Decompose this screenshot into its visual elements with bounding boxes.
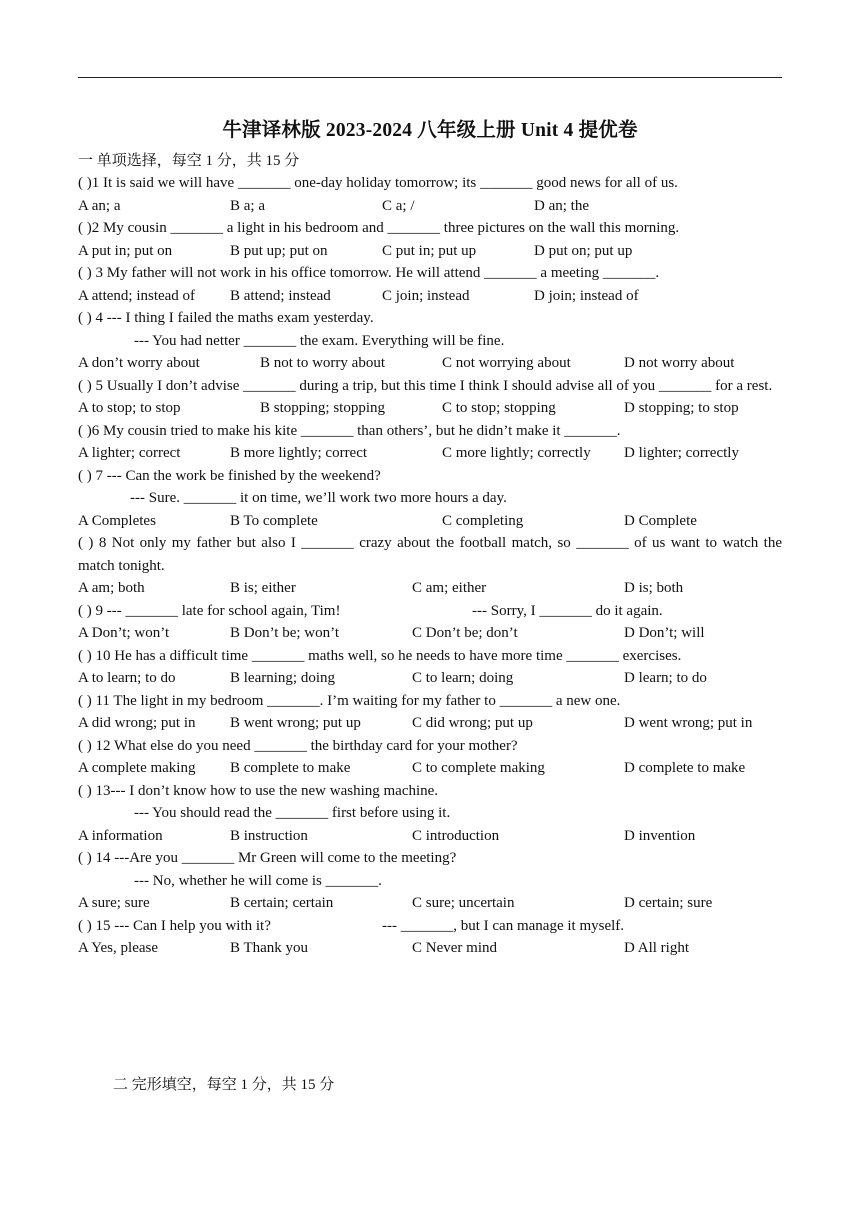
- question-13-reply: --- You should read the _______ first before using it.: [134, 805, 451, 821]
- option-b: B went wrong; put up: [230, 715, 361, 731]
- question-7-reply: --- Sure. _______ it on time, we’ll work two more hours a day.: [130, 490, 507, 506]
- option-a: A to stop; to stop: [78, 400, 181, 416]
- option-d: D complete to make: [624, 760, 746, 776]
- question-9-prompt: ( ) 9 --- _______ late for school again, Tim!: [78, 602, 341, 619]
- question-4-options: [78, 352, 782, 375]
- question-1-options: [78, 195, 782, 218]
- option-b: B not to worry about: [260, 355, 385, 371]
- question-3-options: [78, 285, 782, 308]
- option-b: B complete to make: [230, 760, 351, 776]
- option-b: B a; a: [230, 197, 265, 214]
- question-4-reply: --- You had netter _______ the exam. Everything will be fine.: [134, 332, 505, 349]
- option-c: C am; either: [412, 580, 487, 596]
- option-d: D Don’t; will: [624, 625, 705, 641]
- option-a: A don’t worry about: [78, 355, 200, 371]
- option-b: B certain; certain: [230, 895, 334, 911]
- question-10: ( ) 10 He has a difficult time _______ maths well, so he needs to have more time _______ exercises.: [78, 647, 682, 664]
- option-a: A Don’t; won’t: [78, 625, 170, 641]
- option-a: A Completes: [78, 512, 156, 529]
- question-6-options: [78, 442, 782, 465]
- question-15-prompt: ( ) 15 --- Can I help you with it?: [78, 917, 271, 934]
- question-10-options: [78, 667, 782, 690]
- option-c: C join; instead: [382, 287, 470, 304]
- option-b: B more lightly; correct: [230, 445, 368, 461]
- question-5-options: [78, 397, 782, 420]
- option-a: A sure; sure: [78, 895, 150, 911]
- question-12-options: [78, 757, 782, 780]
- option-c: C to learn; doing: [412, 670, 514, 686]
- option-a: A an; a: [78, 197, 121, 214]
- option-a: A am; both: [78, 580, 145, 596]
- question-9: [78, 600, 782, 623]
- option-c: C to complete making: [412, 760, 545, 776]
- option-b: B Thank you: [230, 940, 309, 956]
- option-b: B To complete: [230, 512, 318, 529]
- question-13: ( ) 13--- I don’t know how to use the new washing machine.: [78, 782, 439, 799]
- option-c: C did wrong; put up: [412, 715, 533, 731]
- question-8: ( ) 8 Not only my father but also I _______ crazy about the football match, so _______ of us want to watch the match tonight.: [78, 535, 782, 574]
- option-c: C a; /: [382, 197, 415, 214]
- option-d: D certain; sure: [624, 895, 713, 911]
- option-c: C Don’t be; don’t: [412, 625, 518, 641]
- option-d: D learn; to do: [624, 670, 707, 686]
- option-d: D invention: [624, 827, 696, 844]
- question-8-options: [78, 577, 782, 600]
- question-2-options: [78, 240, 782, 263]
- option-d: D went wrong; put in: [624, 715, 753, 731]
- question-13-options: [78, 825, 782, 848]
- option-d: D lighter; correctly: [624, 445, 739, 461]
- question-14: ( ) 14 ---Are you _______ Mr Green will come to the meeting?: [78, 850, 457, 866]
- option-c: C completing: [442, 512, 524, 529]
- option-c: C introduction: [412, 827, 500, 844]
- option-c: C Never mind: [412, 940, 497, 956]
- option-b: B Don’t be; won’t: [230, 625, 340, 641]
- page-title: 牛津译林版 2023-2024 八年级上册 Unit 4 提优卷: [222, 120, 638, 141]
- question-1: ( )1 It is said we will have _______ one-day holiday tomorrow; its _______ good news for all of us.: [78, 175, 678, 191]
- question-5: ( ) 5 Usually I don’t advise _______ during a trip, but this time I think I should advise all of you _______ for a rest.: [78, 377, 773, 394]
- question-12: ( ) 12 What else do you need _______ the birthday card for your mother?: [78, 737, 518, 754]
- option-d: D All right: [624, 940, 690, 956]
- option-b: B stopping; stopping: [260, 400, 386, 416]
- option-a: A to learn; to do: [78, 670, 176, 686]
- section-heading-cloze: 二 完形填空，每空 1 分，共 15 分: [113, 1077, 335, 1093]
- option-d: D is; both: [624, 580, 684, 596]
- question-15: [78, 915, 782, 938]
- question-11-options: [78, 712, 782, 735]
- question-3: ( ) 3 My father will not work in his office tomorrow. He will attend _______ a meeting _______.: [78, 265, 660, 281]
- question-7: ( ) 7 --- Can the work be finished by the weekend?: [78, 467, 381, 484]
- question-7-options: [78, 510, 782, 533]
- question-2: ( )2 My cousin _______ a light in his bedroom and _______ three pictures on the wall this morning.: [78, 220, 680, 236]
- question-15-reply: --- _______, but I can manage it myself.: [382, 917, 625, 934]
- option-c: C not worrying about: [442, 355, 571, 371]
- option-d: D an; the: [534, 197, 589, 214]
- option-b: B is; either: [230, 580, 296, 596]
- option-a: A lighter; correct: [78, 445, 181, 461]
- option-d: D join; instead of: [534, 287, 639, 304]
- option-b: B put up; put on: [230, 242, 328, 259]
- option-a: A Yes, please: [78, 940, 159, 956]
- option-c: C sure; uncertain: [412, 895, 515, 911]
- question-15-options: [78, 937, 782, 960]
- option-b: B attend; instead: [230, 287, 331, 304]
- option-a: A put in; put on: [78, 242, 173, 259]
- question-4: ( ) 4 --- I thing I failed the maths exam yesterday.: [78, 310, 374, 326]
- option-a: A attend; instead of: [78, 287, 196, 304]
- option-d: D stopping; to stop: [624, 400, 739, 416]
- header-rule: [78, 77, 782, 78]
- question-14-options: [78, 892, 782, 915]
- question-14-reply: --- No, whether he will come is _______.: [134, 872, 382, 889]
- question-9-reply: --- Sorry, I _______ do it again.: [472, 602, 663, 619]
- question-list: [78, 172, 782, 960]
- option-a: A did wrong; put in: [78, 715, 196, 731]
- option-d: D not worry about: [624, 355, 735, 371]
- option-b: B instruction: [230, 827, 308, 844]
- option-d: D put on; put up: [534, 242, 633, 259]
- section-heading-multiple-choice: 一 单项选择，每空 1 分，共 15 分: [78, 153, 300, 169]
- question-6: ( )6 My cousin tried to make his kite _______ than others’, but he didn’t make it _______.: [78, 422, 621, 439]
- question-9-options: [78, 622, 782, 645]
- option-a: A complete making: [78, 760, 196, 776]
- option-c: C more lightly; correctly: [442, 445, 591, 461]
- option-d: D Complete: [624, 512, 697, 529]
- option-c: C to stop; stopping: [442, 400, 556, 416]
- option-a: A information: [78, 827, 163, 844]
- option-c: C put in; put up: [382, 242, 477, 259]
- question-11: ( ) 11 The light in my bedroom _______. I’m waiting for my father to _______ a new one.: [78, 692, 621, 709]
- option-b: B learning; doing: [230, 670, 335, 686]
